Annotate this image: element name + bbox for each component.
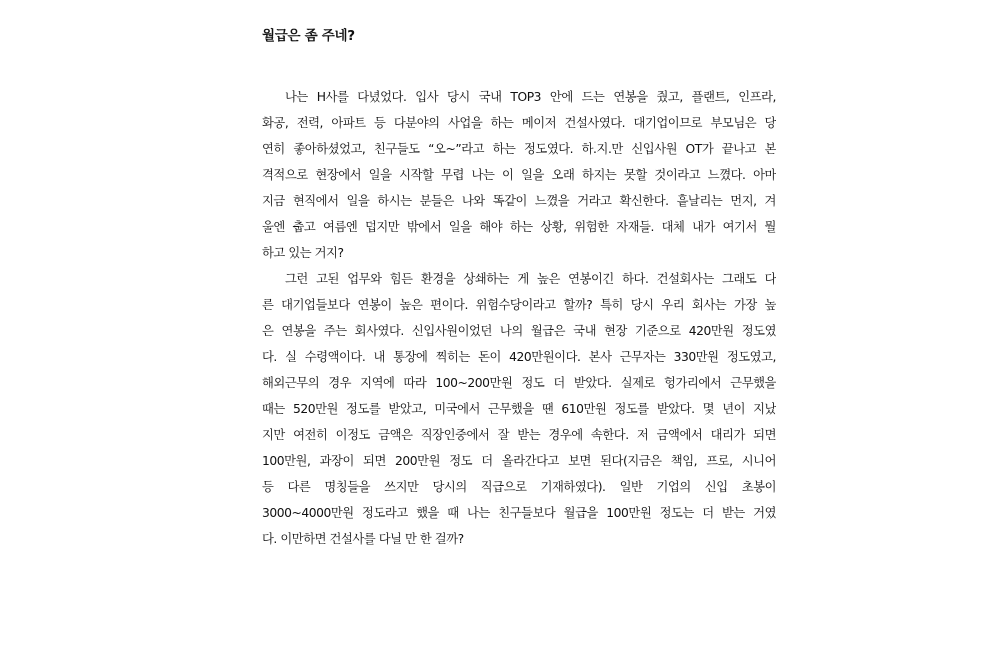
body-line: 100만원, 과장이 되면 200만원 정도 더 올라간다고 보면 된다(지금은 책임, 프로, 시니어 bbox=[262, 454, 776, 468]
body-line: 격적으로 현장에서 일을 시작할 무렵 나는 이 일을 오래 하지는 못할 것이라고 느꼈다. 아마 bbox=[262, 168, 776, 182]
document-body bbox=[262, 84, 776, 552]
body-line: 때는 520만원 정도를 받았고, 미국에서 근무했을 땐 610만원 정도를 받았다. 몇 년이 지났 bbox=[262, 402, 776, 416]
body-line: 화공, 전력, 아파트 등 다분야의 사업을 하는 메이저 건설사였다. 대기업이므로 부모님은 당 bbox=[262, 116, 776, 130]
body-line: 하고 있는 거지? bbox=[262, 246, 344, 260]
body-line: 3000~4000만원 정도라고 했을 때 나는 친구들보다 월급을 100만원 정도는 더 받는 거였 bbox=[262, 506, 776, 520]
body-line: 른 대기업들보다 연봉이 높은 편이다. 위험수당이라고 할까? 특히 당시 우리 회사는 가장 높 bbox=[262, 298, 776, 312]
body-line: 지금 현직에서 일을 하시는 분들은 나와 똑같이 느꼈을 거라고 확신한다. 흩날리는 먼지, 겨 bbox=[262, 194, 776, 208]
body-line: 다. 실 수령액이다. 내 통장에 찍히는 돈이 420만원이다. 본사 근무자는 330만원 정도였고, bbox=[262, 350, 776, 364]
body-line: 지만 여전히 이정도 금액은 직장인중에서 잘 받는 경우에 속한다. 저 금액에서 대리가 되면 bbox=[262, 428, 776, 442]
body-line: 등 다른 명칭들을 쓰지만 당시의 직급으로 기재하였다). 일반 기업의 신입 초봉이 bbox=[262, 480, 776, 494]
body-line: 그런 고된 업무와 힘든 환경을 상쇄하는 게 높은 연봉이긴 하다. 건설회사는 그래도 다 bbox=[285, 272, 776, 286]
body-line: 울엔 춥고 여름엔 덥지만 밖에서 일을 해야 하는 상황, 위험한 자재들. 대체 내가 여기서 뭘 bbox=[262, 220, 776, 234]
body-line: 나는 H사를 다녔었다. 입사 당시 국내 TOP3 안에 드는 연봉을 줬고, 플랜트, 인프라, bbox=[285, 90, 776, 104]
body-line: 은 연봉을 주는 회사였다. 신입사원이었던 나의 월급은 국내 현장 기준으로 420만원 정도였 bbox=[262, 324, 776, 338]
body-line: 다. 이만하면 건설사를 다닐 만 한 걸까? bbox=[262, 532, 464, 546]
body-line: 연히 좋아하셨었고, 친구들도 “오~”라고 하는 정도였다. 하.지.만 신입사원 OT가 끝나고 본 bbox=[262, 142, 776, 156]
body-line: 해외근무의 경우 지역에 따라 100~200만원 정도 더 받았다. 실제로 헝가리에서 근무했을 bbox=[262, 376, 776, 390]
document-title: 월급은 좀 주네? bbox=[262, 28, 355, 44]
